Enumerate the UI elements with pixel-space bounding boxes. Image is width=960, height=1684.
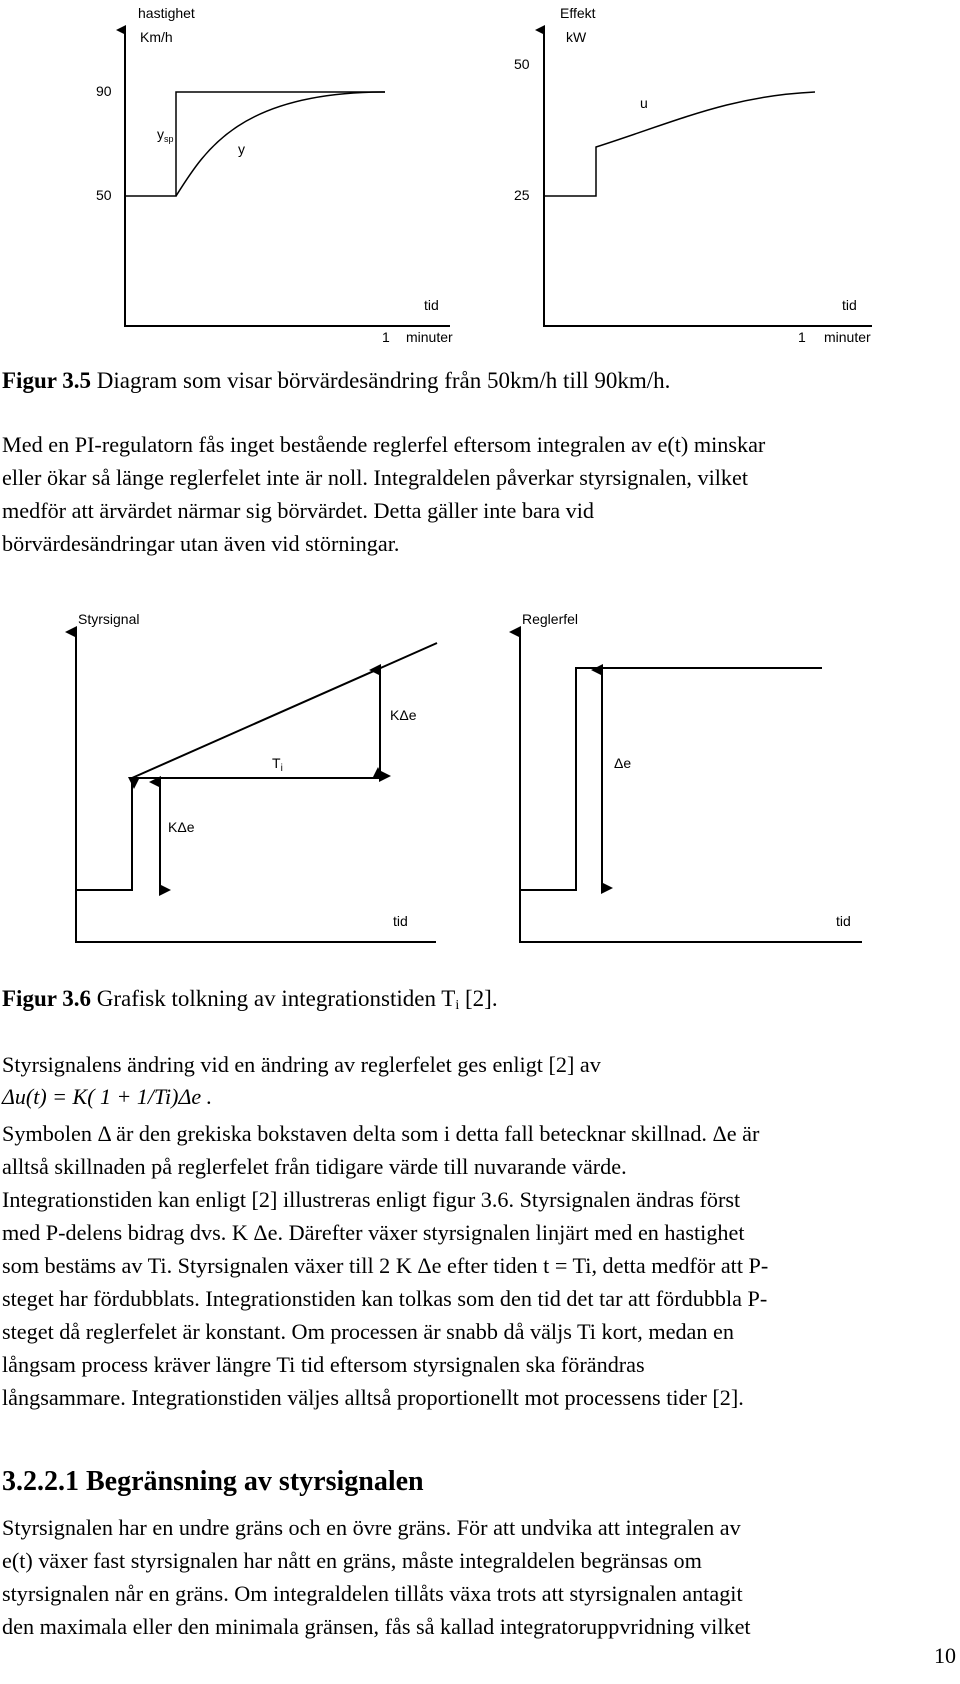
fig35-right-title: Effekt: [560, 5, 596, 21]
fig36-k-delta-upper-label: KΔe: [390, 707, 417, 723]
figure-3-5-caption-label: Figur 3.5: [2, 368, 92, 393]
text-line: styrsignalen når en gräns. Om integraldelen tillåts växa trots att styrsignalen antagit: [2, 1581, 743, 1606]
text-line: eller ökar så länge reglerfelet inte är noll. Integraldelen påverkar styrsignalen, vilket: [2, 465, 749, 490]
paragraph-limitation: [2, 1511, 947, 1643]
fig35-left-y-lo: 50: [96, 187, 112, 203]
fig35-control-curve: [544, 92, 815, 196]
figure-3-5: [0, 0, 960, 350]
fig35-right-unit: kW: [566, 29, 587, 45]
text-line: alltså skillnaden på reglerfelet från tidigare värde till nuvarande värde.: [2, 1154, 627, 1179]
text-line: steget har fördubblats. Integrationstiden kan tolkas som den tid det tar att fördubbla P-: [2, 1286, 768, 1311]
fig36-k-delta-lower-label: KΔe: [168, 819, 195, 835]
text-line: Styrsignalen har en undre gräns och en övre gräns. För att undvika att integralen av: [2, 1515, 741, 1540]
fig36-right-title: Reglerfel: [522, 611, 579, 627]
fig35-right-x-unit: minuter: [824, 329, 871, 345]
fig35-right-y-lo: 25: [514, 187, 530, 203]
text-line: Symbolen Δ är den grekiska bokstaven delta som i detta fall betecknar skillnad. Δe är: [2, 1121, 760, 1146]
fig35-left-y-hi: 90: [96, 83, 112, 99]
fig35-left-x-tick: 1: [382, 329, 390, 345]
text-line: den maximala eller den minimala gränsen, fås så kallad integratoruppvridning vilket: [2, 1614, 751, 1639]
figure-3-6: [0, 600, 960, 950]
fig36-control-signal: [76, 643, 437, 890]
text-line: som bestäms av Ti. Styrsignalen växer till 2 K Δe efter tiden t = Ti, detta medför att P-: [2, 1253, 769, 1278]
figure-3-6-caption: [2, 984, 498, 1014]
figure-3-6-caption-text: Grafisk tolkning av integrationstiden T: [91, 986, 456, 1011]
figure-3-5-caption-text: Diagram som visar börvärdesändring från 50km/h till 90km/h.: [91, 368, 671, 393]
fig35-left-x-label: tid: [424, 297, 439, 313]
figure-3-5-caption: [2, 366, 670, 396]
fig36-delta-e-label: Δe: [614, 755, 632, 771]
fig35-right-x-tick: 1: [798, 329, 806, 345]
fig35-ysp-label: $y_{sp}$: [157, 126, 174, 144]
fig35-response-curve: [176, 92, 385, 196]
text-line: långsammare. Integrationstiden väljes alltså proportionellt mot processens tider [2].: [2, 1385, 744, 1410]
text-line: Integrationstiden kan enligt [2] illustreras enligt figur 3.6. Styrsignalen ändras först: [2, 1187, 741, 1212]
paragraph-pi-regulator: [2, 428, 947, 560]
fig36-left-x-label: tid: [393, 913, 408, 929]
figure-3-6-caption-label: Figur 3.6: [2, 986, 92, 1011]
page-number: 10: [934, 1643, 956, 1668]
text-line: Med en PI-regulatorn fås inget bestående reglerfel eftersom integralen av e(t) minskar: [2, 432, 766, 457]
fig36-error-step: [520, 668, 822, 890]
fig36-right-x-label: tid: [836, 913, 851, 929]
fig35-setpoint-line: [125, 92, 385, 196]
fig36-ti-label: $T_i$: [272, 755, 283, 774]
fig36-left-title: Styrsignal: [78, 611, 140, 627]
text-line: börvärdesändringar utan även vid störningar.: [2, 531, 400, 556]
text-line: medför att ärvärdet närmar sig börvärdet. Detta gäller inte bara vid: [2, 498, 595, 523]
figure-3-6-caption-end: [2].: [459, 986, 498, 1011]
paragraph-styrsignal-change: [2, 1048, 947, 1081]
text-line: Styrsignalens ändring vid en ändring av reglerfelet ges enligt [2] av: [2, 1052, 601, 1077]
figure-3-6-caption-sub: i: [455, 998, 460, 1013]
fig35-left-x-unit: minuter: [406, 329, 453, 345]
fig35-right-y-hi: 50: [514, 56, 530, 72]
fig35-u-label: u: [640, 95, 648, 111]
fig35-right-x-label: tid: [842, 297, 857, 313]
text-line: med P-delens bidrag dvs. K Δe. Därefter växer styrsignalen linjärt med en hastighet: [2, 1220, 745, 1245]
paragraph-integration-time: [2, 1117, 947, 1414]
fig35-left-unit: Km/h: [140, 29, 173, 45]
text-line: långsam process kräver längre Ti tid eftersom styrsignalen ska förändras: [2, 1352, 645, 1377]
fig35-left-title: hastighet: [138, 5, 195, 21]
text-line: steget då reglerfelet är konstant. Om processen är snabb då väljs Ti kort, medan en: [2, 1319, 734, 1344]
section-heading: 3.2.2.1 Begränsning av styrsignalen: [2, 1466, 424, 1497]
equation: Δu(t) = K( 1 + 1/Ti)Δe .: [2, 1084, 213, 1109]
text-line: e(t) växer fast styrsignalen har nått en gräns, måste integraldelen begränsas om: [2, 1548, 702, 1573]
fig35-y-label: y: [238, 141, 245, 157]
